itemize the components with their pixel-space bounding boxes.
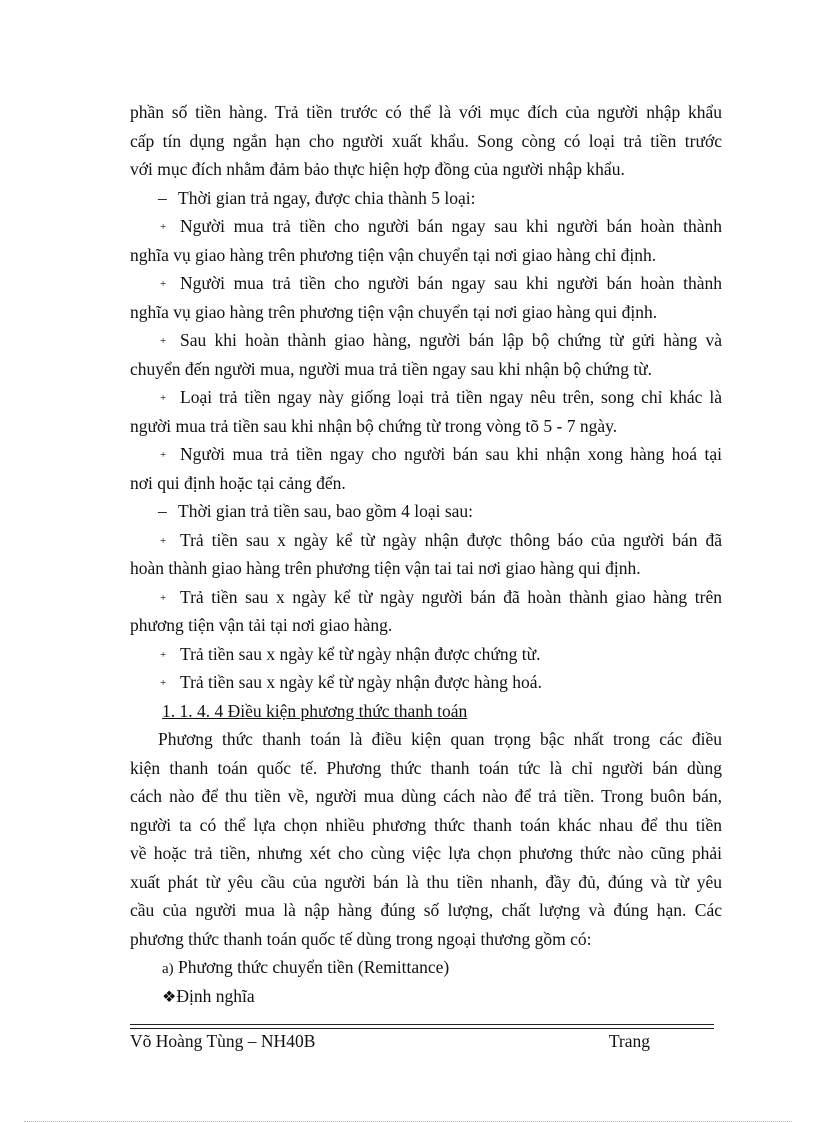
diamond-bullet-icon: ❖ [162, 988, 177, 1006]
bullet-marker: + [160, 335, 167, 347]
item-text: Loại trả tiền ngay này giống loại trả tiền ngay nêu trên, song chỉ khác là [180, 387, 722, 407]
text-line: nơi qui định hoặc tại cảng đến. [130, 472, 346, 493]
bullet-marker: + [160, 534, 167, 547]
text-line: phương thức thanh toán quốc tế dùng trong ngoại thương gồm có: [130, 928, 592, 949]
bullet-item [130, 212, 722, 241]
body-text [130, 98, 722, 1010]
bullet-item [130, 383, 722, 412]
item-text: Người mua trả tiền ngay cho người bán sau khi nhận xong hàng hoá tại [180, 444, 722, 464]
page-bottom-border [24, 1121, 792, 1122]
text-line: cầu của người mua là nập hàng đúng số lượng, chất lượng và đúng hạn. Các [130, 900, 722, 920]
footer-page-label: Trang [608, 1031, 650, 1051]
text-line: phần số tiền hàng. Trả tiền trước có thể là với mục đích của người nhập khẩu [130, 102, 722, 122]
section-heading-text: 1. 1. 4. 4 Điều kiện phương thức thanh toán [162, 700, 468, 721]
bullet-marker: + [160, 449, 167, 461]
text-line: kiện thanh toán quốc tế. Phương thức thanh toán tức là chỉ người bán dùng [130, 757, 722, 778]
bullet-item [130, 640, 722, 669]
bullet-item [130, 326, 722, 355]
bullet-marker: + [160, 392, 167, 404]
item-text: Thời gian trả tiền sau, bao gồm 4 loại sau: [178, 501, 474, 521]
subsection-item [130, 953, 722, 982]
text-line: Phương thức thanh toán là điều kiện quan trọng bậc nhất trong các điều [158, 729, 722, 749]
section-heading [130, 697, 722, 726]
bullet-item [130, 440, 722, 469]
item-text: Người mua trả tiền cho người bán ngay sau khi người bán hoàn thành [180, 216, 722, 236]
subsection-title: Phương thức chuyển tiền (Remittance) [178, 957, 450, 977]
footer-author: Võ Hoàng Tùng – NH40B [130, 1031, 316, 1051]
bullet-item [130, 583, 722, 612]
text-line: hoàn thành giao hàng trên phương tiện vận tai tai nơi giao hàng qui định. [130, 558, 641, 578]
text-line: người mua trả tiền sau khi nhận bộ chứng từ trong vòng tõ 5 - 7 ngày. [130, 415, 618, 436]
definition-title: Định nghĩa [176, 985, 255, 1006]
bullet-item [130, 269, 722, 298]
footer-rule-top [130, 1024, 714, 1025]
text-line: cấp tín dụng ngắn hạn cho người xuất khẩu. Song còng có loại trả tiền trước [130, 130, 722, 151]
item-text: Trả tiền sau x ngày kể từ ngày nhận được hàng hoá. [180, 672, 542, 692]
bullet-marker: + [160, 648, 167, 661]
page-footer [130, 1031, 650, 1052]
bullet-marker: + [160, 591, 167, 604]
footer-rule-bottom [130, 1028, 714, 1029]
text-line: xuất phát từ yêu cầu của người bán là thu tiền nhanh, đầy đủ, đúng và từ yêu [130, 871, 722, 892]
dash-item [130, 497, 722, 526]
bullet-item [130, 526, 722, 555]
dash-marker: – [158, 187, 167, 208]
bullet-marker: + [160, 677, 167, 689]
text-line: người ta có thể lựa chọn nhiều phương thức thanh toán khác nhau để thu tiền [130, 814, 722, 835]
text-line: nghĩa vụ giao hàng trên phương tiện vận chuyển tại nơi giao hàng chỉ định. [130, 244, 657, 265]
text-line: với mục đích nhằm đảm bảo thực hiện hợp đồng của người nhập khẩu. [130, 159, 625, 179]
definition-heading [130, 982, 722, 1011]
text-line: nghĩa vụ giao hàng trên phương tiện vận chuyển tại nơi giao hàng qui định. [130, 301, 658, 322]
dash-marker: – [158, 501, 167, 521]
item-text: Trả tiền sau x ngày kể từ ngày người bán đã hoàn thành giao hàng trên [180, 586, 722, 607]
bullet-marker: + [160, 221, 167, 233]
dash-item [130, 184, 722, 213]
text-line: cách nào để thu tiền về, người mua dùng cách nào để trả tiền. Trong buôn bán, [130, 786, 722, 806]
subsection-marker: a) [162, 961, 174, 977]
text-line: chuyển đến người mua, người mua trả tiền ngay sau khi nhận bộ chứng từ. [130, 358, 653, 379]
item-text: Trả tiền sau x ngày kể từ ngày nhận được thông báo của người bán đã [180, 529, 722, 550]
text-line: phương tiện vận tải tại nơi giao hàng. [130, 615, 393, 635]
bullet-marker: + [160, 278, 167, 290]
bullet-item [130, 668, 722, 697]
item-text: Sau khi hoàn thành giao hàng, người bán lập bộ chứng từ gửi hàng và [180, 330, 722, 350]
item-text: Thời gian trả ngay, được chia thành 5 loại: [178, 187, 476, 208]
text-line: về hoặc trả tiền, nhưng xét cho cùng việc lựa chọn phương thức nào cũng phải [130, 843, 722, 863]
item-text: Trả tiền sau x ngày kể từ ngày nhận được chứng từ. [180, 643, 541, 664]
item-text: Người mua trả tiền cho người bán ngay sau khi người bán hoàn thành [180, 273, 722, 293]
